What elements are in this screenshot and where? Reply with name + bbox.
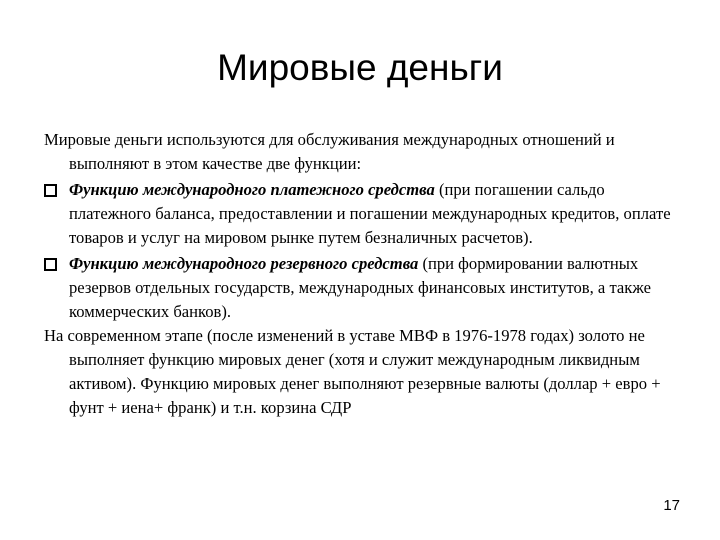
checkbox-square-icon (44, 258, 57, 271)
bullet-term: Функцию международного резервного средства (69, 254, 419, 273)
bullet-text: (при погашении сальдо платежного баланса, предоставлении и погашении международных кредитов, оплате товаров и услуг на мировом рынке путем безналичных расчетов). (69, 180, 671, 247)
bullet-payment-function (44, 178, 686, 250)
closing-paragraph: На современном этапе (после изменений в уставе МВФ в 1976-1978 годах) золото не выполняет функцию мировых денег (хотя и служит международным ликвидным активом). Функцию мировых денег выполняют резервные валюты (доллар + евро + фунт + иена+ франк) и т.н. корзина СДР (44, 326, 661, 417)
intro-paragraph: Мировые деньги используются для обслуживания международных отношений и выполняют в этом качестве две функции: (44, 130, 615, 173)
slide-body (44, 128, 686, 420)
bullet-text: (при формировании валютных резервов отдельных государств, международных финансовых институтов, а также коммерческих банков). (69, 254, 651, 321)
checkbox-square-icon (44, 184, 57, 197)
page-number: 17 (663, 497, 680, 514)
bullet-reserve-function (44, 252, 686, 324)
bullet-term: Функцию международного платежного средства (69, 180, 435, 199)
slide-title: Мировые деньги (217, 47, 503, 88)
